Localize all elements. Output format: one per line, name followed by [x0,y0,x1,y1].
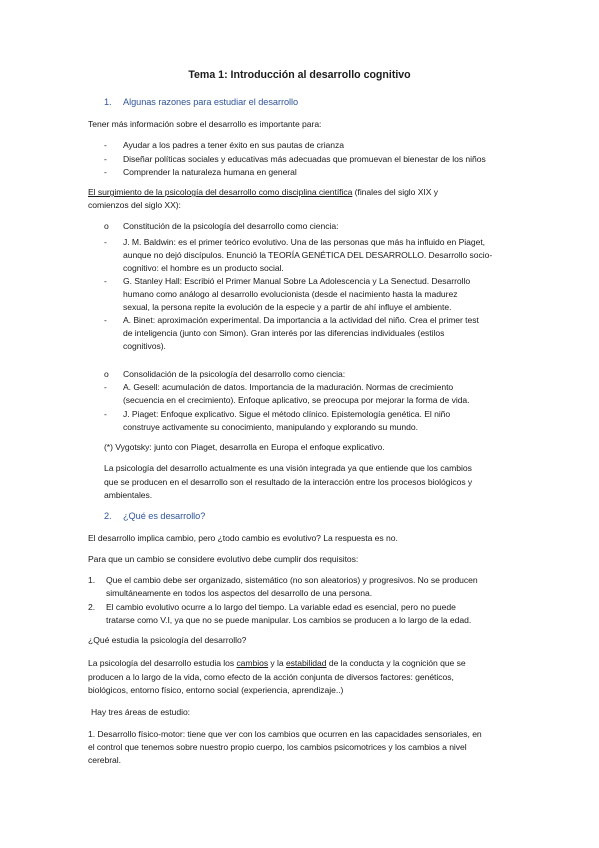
estudia-mid: y la [268,658,286,668]
dash-bullet: - [104,167,107,177]
item-line: cognitivo: el hombre es un producto social. [123,263,284,273]
area1-line: el control que tenemos sobre nuestro propio cuerpo, los cambios psicomotrices y los cambios a nivel [88,742,467,752]
section2-heading: ¿Qué es desarrollo? [123,511,206,521]
dash-bullet: - [104,154,107,164]
estudia-line3: biológicos, entorno físico, entorno social (experiencia, aprendizaje..) [88,685,344,695]
dash-bullet: - [104,237,107,247]
summary-line: La psicología del desarrollo actualmente es una visión integrada ya que entiende que los cambios [104,463,472,473]
dash-bullet: - [104,276,107,286]
item-line: El cambio evolutivo ocurre a lo largo del tiempo. La variable edad es esencial, pero no puede [106,602,456,612]
list-item: Diseñar políticas sociales y educativas más adecuadas que promuevan el bienestar de los niños [123,154,486,164]
list-item: Ayudar a los padres a tener éxito en sus pautas de crianza [123,140,344,150]
item-line: A. Gesell: acumulación de datos. Importancia de la maduración. Normas de crecimiento [123,382,454,392]
area1-line: 1. Desarrollo físico-motor: tiene que ver con los cambios que ocurren en las capacidades sensoriales, en [88,729,482,739]
estudia-post: de la conducta y la cognición que se [326,658,466,668]
vygotsky-note: (*) Vygotsky: junto con Piaget, desarrolla en Europa el enfoque explicativo. [104,442,385,452]
paragraph: El desarrollo implica cambio, pero ¿todo cambio es evolutivo? La respuesta es no. [88,533,398,543]
item-line: cognitivos). [123,341,166,351]
consolidacion-heading: Consolidación de la psicología del desarrollo como ciencia: [123,369,346,379]
page-title: Tema 1: Introducción al desarrollo cognitivo [188,69,411,81]
item-line: J. Piaget: Enfoque explicativo. Sigue el método clínico. Epistemología genética. El niño [123,409,451,419]
section1-intro: Tener más información sobre el desarrollo es importante para: [88,119,322,129]
subheading-question: ¿Qué estudia la psicología del desarrollo? [88,635,247,645]
item-line: aunque no dejó discípulos. Enunció la TEORÍA GENÉTICA DEL DESARROLLO. Desarrollo socio- [123,250,493,260]
area1-line: cerebral. [88,755,121,765]
item-line: simultáneamente en todos los aspectos del desarrollo de una persona. [106,588,373,598]
section2-number: 2. [104,511,112,521]
section1-heading: Algunas razones para estudiar el desarrollo [123,97,299,107]
circle-bullet: o [104,221,109,231]
item-line: G. Stanley Hall: Escribió el Primer Manual Sobre La Adolescencia y La Senectud. Desarrollo [123,276,471,286]
estudia-estabilidad: estabilidad [285,658,327,668]
summary-line: ambientales. [104,490,153,500]
list-number: 2. [88,602,96,612]
item-line: tratarse como V.I, ya que no se puede manipular. Los cambios se producen a lo largo de la edad. [106,615,472,625]
dash-bullet: - [104,315,107,325]
estudia-cambios: cambios [236,658,269,668]
item-line: (secuencia en el crecimiento). Enfoque aplicativo, se preocupa por mejorar la forma de vida. [123,395,470,405]
item-line: Que el cambio debe ser organizado, sistemático (no son aleatorios) y progresivos. No se producen [106,575,478,585]
summary-line: que se producen en el desarrollo son el resultado de la interacción entre los procesos biológicos y [104,477,473,487]
item-line: construye activamente su conocimiento, manipulando y explorando su mundo. [123,422,418,432]
dash-bullet: - [104,409,107,419]
item-line: humano como análogo al desarrollo evolucionista (desde el nacimiento hasta la madurez [123,289,458,299]
estudia-line1 [88,656,466,670]
item-line: A. Binet: aproximación experimental. Da importancia a la actividad del niño. Crea el primer test [123,315,479,325]
circle-bullet: o [104,369,109,379]
surgimiento-rest: (finales del siglo XIX y [352,187,439,197]
constitucion-heading: Constitución de la psicología del desarrollo como ciencia: [123,221,339,231]
list-number: 1. [88,575,96,585]
list-item: Comprender la naturaleza humana en general [123,167,297,177]
dash-bullet: - [104,382,107,392]
item-line: de inteligencia (junto con Simon). Gran interés por las diferencias individuales (estilos [123,328,445,338]
item-line: sexual, la persona repite la evolución de la especie y a partir de ahí influye el ambiente. [123,302,452,312]
section1-number: 1. [104,97,112,107]
surgimiento-underlined: El surgimiento de la psicología del desarrollo como disciplina científica [88,187,353,197]
estudia-pre: La psicología del desarrollo estudia los [88,658,237,668]
paragraph: Para que un cambio se considere evolutivo debe cumplir dos requisitos: [88,554,359,564]
areas-intro: Hay tres áreas de estudio: [91,707,191,717]
item-line: J. M. Baldwin: es el primer teórico evolutivo. Una de las personas que más ha influido en Piaget, [123,237,486,247]
surgimiento-line2: comienzos del siglo XX): [88,200,181,210]
dash-bullet: - [104,140,107,150]
estudia-line2: producen a lo largo de la vida, como efecto de la acción conjunta de diversos factores: genéticos, [88,672,454,682]
